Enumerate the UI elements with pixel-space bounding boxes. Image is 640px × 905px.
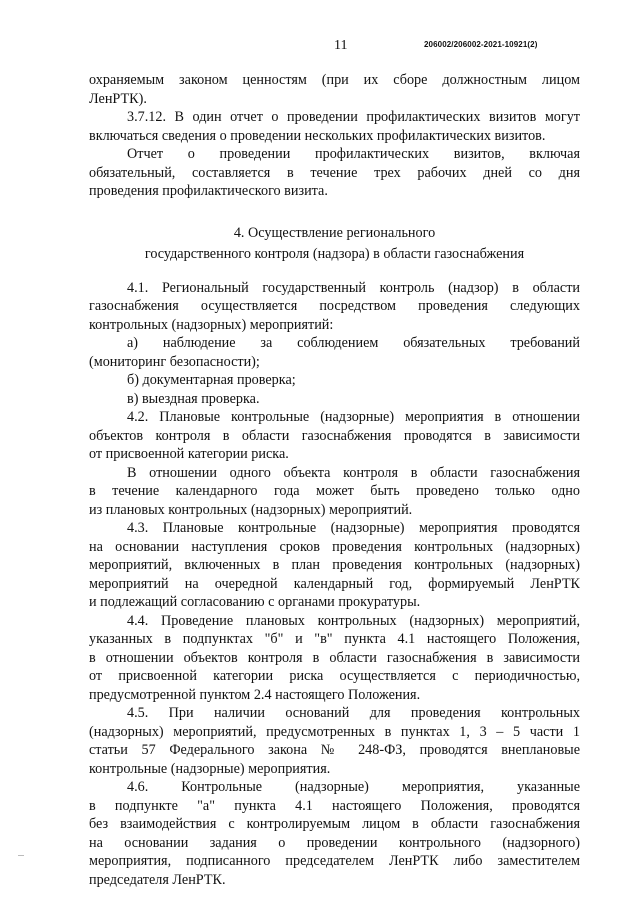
text-line: контрольные (надзорные) мероприятия. <box>89 760 331 777</box>
text-line: без взаимодействия с контролируемым лицом в области газоснабжения <box>89 816 580 832</box>
text-line: от присвоенной категории риска осуществляется с периодичностью, <box>89 668 580 684</box>
text-line: статьи 57 Федерального закона № 248-ФЗ, проводятся внеплановые <box>89 742 580 758</box>
text-line: газоснабжения осуществляется посредством проведения следующих <box>89 298 580 314</box>
text-line: охраняемым законом ценностям (при их сборе должностным лицом <box>89 72 580 88</box>
text-line: 3.7.12. В один отчет о проведении профилактических визитов могут <box>127 109 580 125</box>
text-line: мероприятия, подписанного председателем ЛенРТК либо заместителем <box>89 853 580 869</box>
text-line: председателя ЛенРТК. <box>89 871 226 888</box>
text-line: 4.1. Региональный государственный контроль (надзор) в области <box>127 279 580 296</box>
spacer <box>89 201 580 223</box>
text-line: 4.3. Плановые контрольные (надзорные) мероприятия проводятся <box>127 520 580 536</box>
text-line: на основании задания о проведении контрольного (надзорного) <box>89 834 580 851</box>
text-line: б) документарная проверка; <box>127 372 296 388</box>
text-line: включаться сведения о проведении нескольких профилактических визитов. <box>89 127 546 144</box>
section-title: государственного контроля (надзора) в области газоснабжения <box>144 245 525 262</box>
page-header <box>0 38 640 58</box>
text-line: (надзорных) мероприятий, предусмотренных в пунктах 1, 3 – 5 части 1 <box>89 723 580 740</box>
text-line: на основании наступления сроков проведения контрольных (надзорных) <box>89 538 580 555</box>
page-number: 11 <box>334 38 348 53</box>
text-line: предусмотренной пунктом 2.4 настоящего Положения. <box>89 686 421 703</box>
text-line: в подпункте "а" пункта 4.1 настоящего Положения, проводятся <box>89 797 580 814</box>
text-line: в отношении объектов контроля в области газоснабжения в зависимости <box>89 649 580 666</box>
section-title: 4. Осуществление регионального <box>233 224 436 241</box>
text-line: в течение календарного года может быть проведено только одно <box>89 483 580 499</box>
scan-mark <box>18 855 24 856</box>
document-body <box>89 71 580 889</box>
text-line: в) выездная проверка. <box>127 390 260 407</box>
text-line: проведения профилактического визита. <box>89 183 328 199</box>
text-line: (мониторинг безопасности); <box>89 353 260 370</box>
text-line: В отношении одного объекта контроля в области газоснабжения <box>127 464 580 481</box>
text-line: 4.6. Контрольные (надзорные) мероприятия, указанные <box>127 779 580 795</box>
text-line: от присвоенной категории риска. <box>89 446 289 462</box>
document-code: 206002/206002-2021-10921(2) <box>424 40 538 49</box>
text-line: 4.5. При наличии оснований для проведения контрольных <box>127 705 580 721</box>
text-line: Отчет о проведении профилактических визитов, включая <box>127 146 580 162</box>
text-line: и подлежащий согласованию с органами прокуратуры. <box>89 594 421 610</box>
text-line: контрольных (надзорных) мероприятий: <box>89 316 334 333</box>
text-line: 4.2. Плановые контрольные (надзорные) мероприятия в отношении <box>127 409 580 425</box>
text-line: объектов контроля в области газоснабжения проводятся в зависимости <box>89 427 580 444</box>
text-line: 4.4. Проведение плановых контрольных (надзорных) мероприятий, <box>127 612 580 629</box>
spacer <box>89 265 580 279</box>
text-line: обязательный, составляется в течение трех рабочих дней со дня <box>89 164 580 181</box>
text-line: мероприятий, включенных в план проведения контрольных (надзорных) <box>89 557 580 573</box>
text-line: ЛенРТК). <box>89 90 147 107</box>
text-line: мероприятий на очередной календарный год, формируемый ЛенРТК <box>89 575 580 592</box>
text-line: из плановых контрольных (надзорных) мероприятий. <box>89 501 413 518</box>
text-line: указанных в подпунктах "б" и "в" пункта 4.1 настоящего Положения, <box>89 631 580 647</box>
text-line: а) наблюдение за соблюдением обязательных требований <box>127 335 580 351</box>
